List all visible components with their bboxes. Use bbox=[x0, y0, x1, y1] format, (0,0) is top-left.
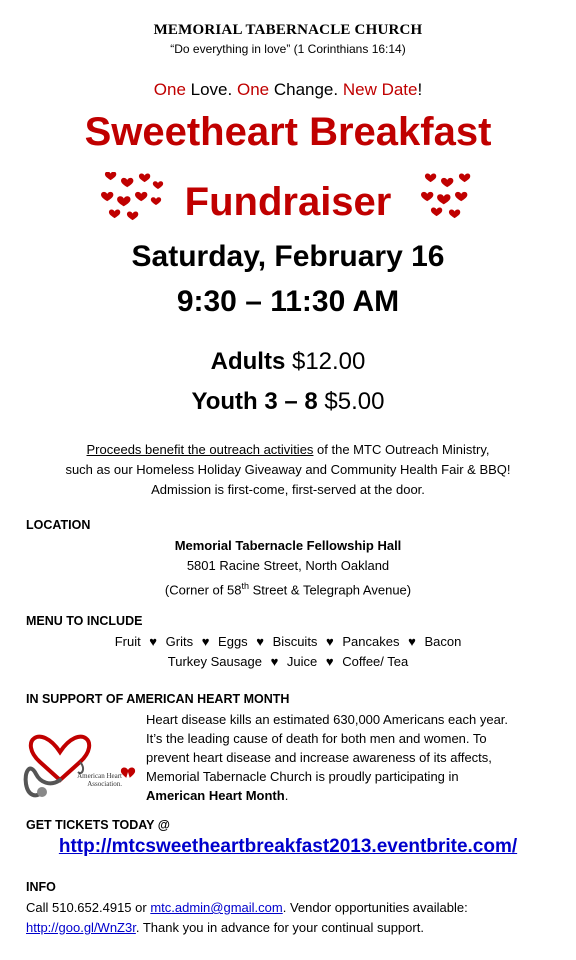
menu-item: Juice bbox=[286, 654, 318, 669]
youth-amount: $5.00 bbox=[317, 388, 385, 415]
aha-logo-text: American Heart bbox=[77, 772, 122, 780]
slogan-word: One bbox=[153, 80, 186, 99]
proceeds-text: Admission is first-come, first-served at the door. bbox=[151, 482, 425, 497]
adult-amount: $12.00 bbox=[285, 348, 366, 375]
heart-bullet-icon: ♥ bbox=[404, 634, 420, 649]
heart-bullet-icon: ♥ bbox=[322, 654, 338, 669]
adult-label: Adults bbox=[210, 348, 286, 375]
proceeds-paragraph bbox=[0, 440, 576, 500]
slogan-word: One bbox=[236, 80, 270, 99]
menu-item: Coffee/ Tea bbox=[342, 654, 409, 669]
venue-corner: Street & Telegraph Avenue) bbox=[248, 582, 412, 598]
event-subtitle: Fundraiser bbox=[184, 180, 392, 224]
event-title: Sweetheart Breakfast bbox=[84, 110, 492, 154]
ahm-bold: American Heart Month bbox=[146, 788, 285, 803]
slogan-word: Love. bbox=[185, 80, 237, 99]
ahm-line: Heart disease kills an estimated 630,000 Americans each year. bbox=[146, 712, 509, 727]
email-link[interactable]: mtc.admin@gmail.com bbox=[150, 900, 283, 915]
ahm-line: prevent heart disease and increase awareness of its affects, bbox=[146, 750, 492, 765]
menu-row bbox=[0, 632, 576, 652]
ahm-line: . bbox=[284, 788, 289, 803]
ahm-line: It’s the leading cause of death for both men and women. To bbox=[146, 731, 487, 746]
slogan bbox=[0, 80, 576, 100]
ordinal-suffix: th bbox=[241, 581, 249, 591]
aha-logo-text: Association. bbox=[87, 780, 122, 788]
youth-label: Youth 3 – 8 bbox=[191, 388, 318, 415]
heart-bullet-icon: ♥ bbox=[252, 634, 268, 649]
heart-stethoscope-icon bbox=[20, 712, 140, 802]
proceeds-underlined: Proceeds benefit the outreach activities bbox=[86, 442, 314, 457]
heart-bullet-icon: ♥ bbox=[198, 634, 214, 649]
info-text: Call 510.652.4915 or bbox=[26, 900, 151, 915]
venue-corner: (Corner of 58 bbox=[164, 582, 242, 598]
aha-logo bbox=[20, 712, 140, 802]
heart-bullet-icon: ♥ bbox=[266, 654, 282, 669]
ahm-heading: IN SUPPORT OF AMERICAN HEART MONTH bbox=[26, 692, 290, 706]
hearts-cluster-icon bbox=[420, 172, 484, 228]
title-row bbox=[0, 172, 576, 232]
venue-address: 5801 Racine Street, North Oakland bbox=[186, 558, 390, 573]
menu-block bbox=[0, 632, 576, 672]
menu-heading: MENU TO INCLUDE bbox=[26, 614, 143, 628]
menu-item: Eggs bbox=[218, 634, 248, 649]
proceeds-text: such as our Homeless Holiday Giveaway and Community Health Fair & BBQ! bbox=[65, 462, 511, 477]
slogan-word: New Date bbox=[342, 80, 418, 99]
menu-item: Fruit bbox=[114, 634, 141, 649]
event-date: Saturday, February 16 bbox=[131, 240, 445, 273]
ahm-line: Memorial Tabernacle Church is proudly participating in bbox=[146, 769, 459, 784]
menu-item: Pancakes bbox=[342, 634, 400, 649]
info-paragraph bbox=[26, 898, 556, 938]
slogan-word: Change. bbox=[269, 80, 343, 99]
tickets-link[interactable]: http://mtcsweetheartbreakfast2013.eventbrite.com/ bbox=[58, 836, 518, 857]
slogan-word: ! bbox=[417, 80, 423, 99]
youth-price bbox=[0, 388, 576, 416]
proceeds-text: of the MTC Outreach Ministry, bbox=[313, 442, 490, 457]
ahm-paragraph bbox=[146, 710, 556, 805]
heart-bullet-icon: ♥ bbox=[322, 634, 338, 649]
info-text: . Thank you in advance for your continual support. bbox=[135, 920, 424, 935]
menu-item: Biscuits bbox=[272, 634, 318, 649]
tickets-heading: GET TICKETS TODAY @ bbox=[26, 818, 170, 832]
adult-price bbox=[0, 348, 576, 376]
location-heading: LOCATION bbox=[26, 518, 91, 532]
short-url-link[interactable]: http://goo.gl/WnZ3r bbox=[26, 920, 136, 935]
location-block bbox=[0, 536, 576, 600]
venue-name: Memorial Tabernacle Fellowship Hall bbox=[174, 538, 402, 553]
menu-item: Grits bbox=[165, 634, 194, 649]
heart-bullet-icon: ♥ bbox=[145, 634, 161, 649]
info-heading: INFO bbox=[26, 880, 56, 894]
menu-item: Bacon bbox=[424, 634, 462, 649]
menu-item: Turkey Sausage bbox=[167, 654, 262, 669]
event-time: 9:30 – 11:30 AM bbox=[176, 285, 400, 318]
info-text: . Vendor opportunities available: bbox=[282, 900, 468, 915]
church-name: MEMORIAL TABERNACLE CHURCH bbox=[153, 22, 423, 38]
bible-verse: “Do everything in love” (1 Corinthians 16:14) bbox=[170, 42, 406, 56]
menu-row bbox=[0, 652, 576, 672]
